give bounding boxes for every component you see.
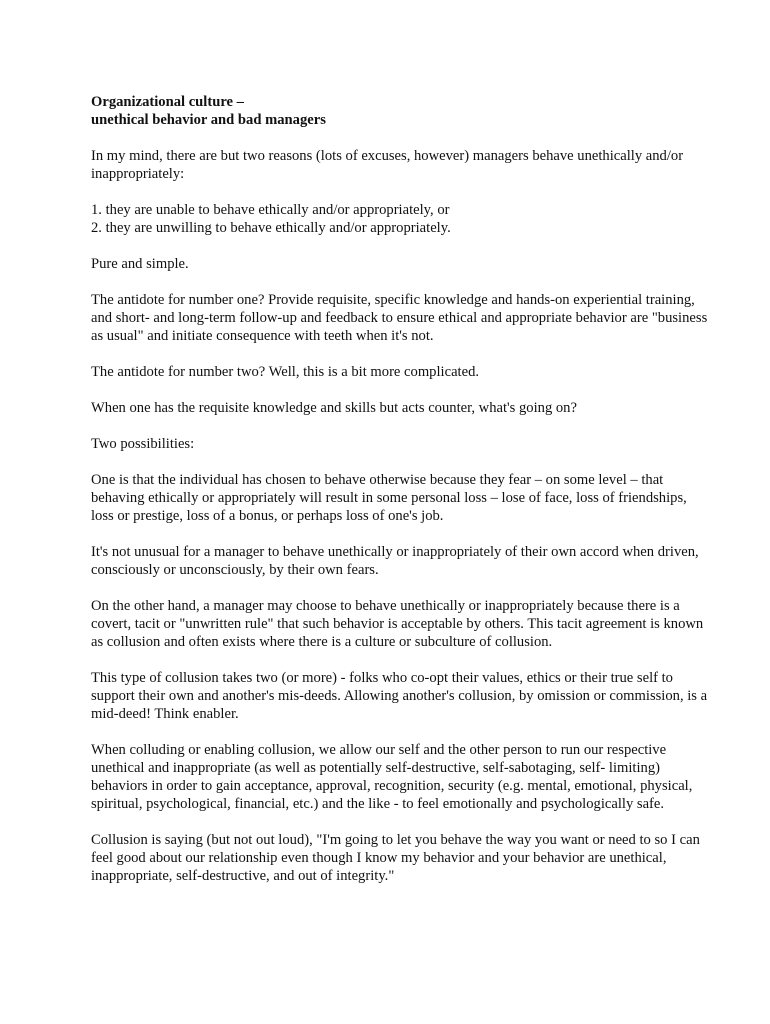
title-line-2: unethical behavior and bad managers [91,112,326,128]
paragraph-antidote-two: The antidote for number two? Well, this is a bit more complicated. [91,364,480,380]
paragraph-one: One is that the individual has chosen to behave otherwise because they fear – on some level – that behaving ethically or appropriately will result in some personal loss – lose of face, loss of friendships, loss or prestige, loss of a bonus, or perhaps loss of one's job. [91,472,687,524]
paragraph-intro: In my mind, there are but two reasons (lots of excuses, however) managers behave unethically and/or inappropriately: [91,148,684,182]
paragraph-two-possibilities: Two possibilities: [91,436,195,452]
document-page [91,93,711,903]
paragraph-other-hand: On the other hand, a manager may choose to behave unethically or inappropriately because there is a covert, tacit or "unwritten rule" that such behavior is acceptable by others. This tacit agreement is known as collusion and often exists where there is a culture or subculture of collusion. [91,598,704,650]
paragraph-antidote-one: The antidote for number one? Provide requisite, specific knowledge and hands-on experiential training, and short- and long-term follow-up and feedback to ensure ethical and appropriate behavior are "business as usual" and initiate consequence with teeth when it's not. [91,292,708,344]
paragraph-saying: Collusion is saying (but not out loud), "I'm going to let you behave the way you want or need to so I can feel good about our relationship even though I know my behavior and your behavior are unethical, inappropriate, self-destructive, and out of integrity." [91,832,700,884]
paragraph-pure: Pure and simple. [91,256,189,272]
title-line-1: Organizational culture – [91,94,244,110]
list-item-1: 1. they are unable to behave ethically and/or appropriately, or [91,202,450,218]
paragraph-when: When one has the requisite knowledge and skills but acts counter, what's going on? [91,400,577,416]
paragraph-not-unusual: It's not unusual for a manager to behave unethically or inappropriately of their own accord when driven, consciously or unconsciously, by their own fears. [91,544,699,578]
list-item-2: 2. they are unwilling to behave ethically and/or appropriately. [91,220,451,236]
reasons-list [91,201,711,237]
paragraph-colluding: When colluding or enabling collusion, we allow our self and the other person to run our respective unethical and inappropriate (as well as potentially self-destructive, self-sabotaging, self- limiting) behaviors in order to gain acceptance, approval, recognition, security (e.g. mental, emotional, physical, spiritual, psychological, financial, etc.) and the like - to feel emotionally and psychologically safe. [91,742,693,812]
paragraph-type: This type of collusion takes two (or more) - folks who co-opt their values, ethics or their true self to support their own and another's mis-deeds. Allowing another's collusion, by omission or commission, is a mid-deed! Think enabler. [91,670,708,722]
document-title [91,93,711,129]
